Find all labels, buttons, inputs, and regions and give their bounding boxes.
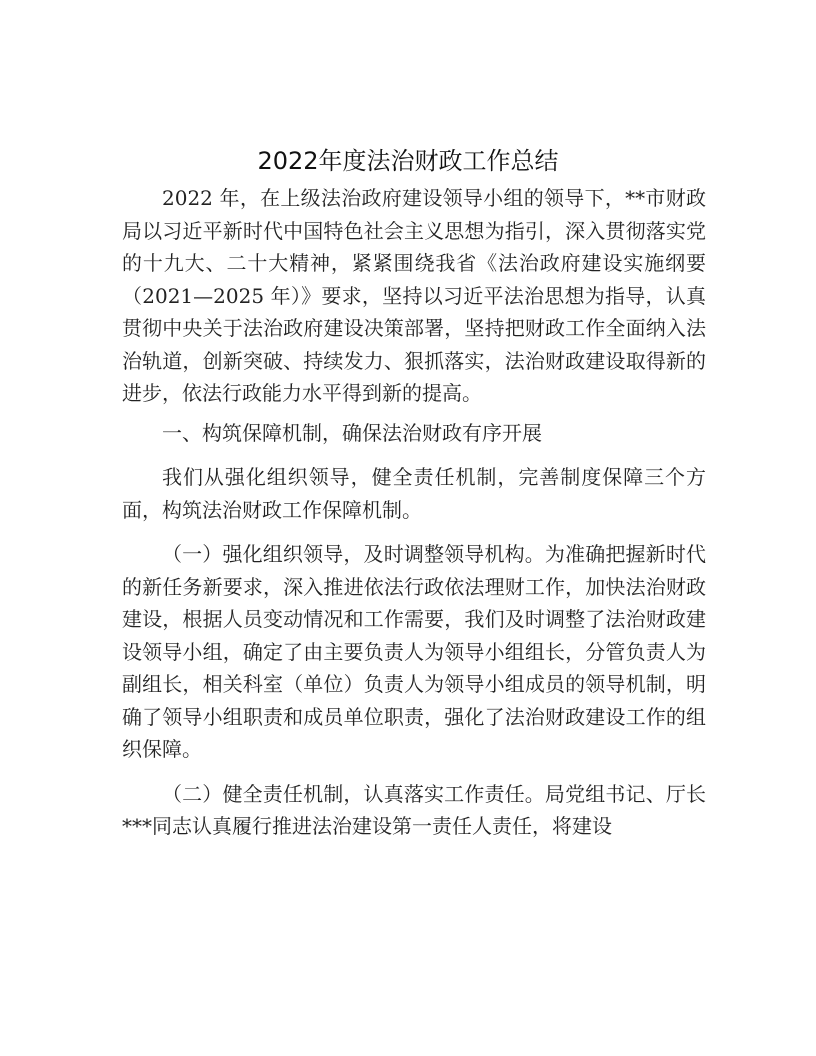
document-title: 2022年度法治财政工作总结 [257,147,559,175]
document-body [122,182,706,843]
intro-paragraph: 2022 年，在上级法治政府建设领导小组的领导下，**市财政局以习近平新时代中国特色社会主义思想为指引，深入贯彻落实党的十九大、二十大精神，紧紧围绕我省《法治政府建设实施纲要（2021—2025 年）》要求，坚持以习近平法治思想为指导，认真贯彻中央关于法治政府建设决策部署，坚持把财政工作全面纳入法治轨道，创新突破、持续发力、狠抓落实，法治财政建设取得新的进步，依法行政能力水平得到新的提高。 [122,186,706,405]
subsection-2-paragraph: （二）健全责任机制，认真落实工作责任。局党组书记、厅长***同志认真履行推进法治建设第一责任人责任，将建设 [122,781,706,838]
section-1-summary-paragraph: 我们从强化组织领导，健全责任机制，完善制度保障三个方面，构筑法治财政工作保障机制。 [122,465,706,522]
subsection-1-paragraph: （一）强化组织领导，及时调整领导机构。为准确把握新时代的新任务新要求，深入推进依法行政依法理财工作，加快法治财政建设，根据人员变动情况和工作需要，我们及时调整了法治财政建设领导小组，确定了由主要负责人为领导小组组长，分管负责人为副组长，相关科室（单位）负责人为领导小组成员的领导机制，明确了领导小组职责和成员单位职责，强化了法治财政建设工作的组织保障。 [122,542,706,761]
section-heading-1: 一、构筑保障机制，确保法治财政有序开展 [162,420,542,445]
